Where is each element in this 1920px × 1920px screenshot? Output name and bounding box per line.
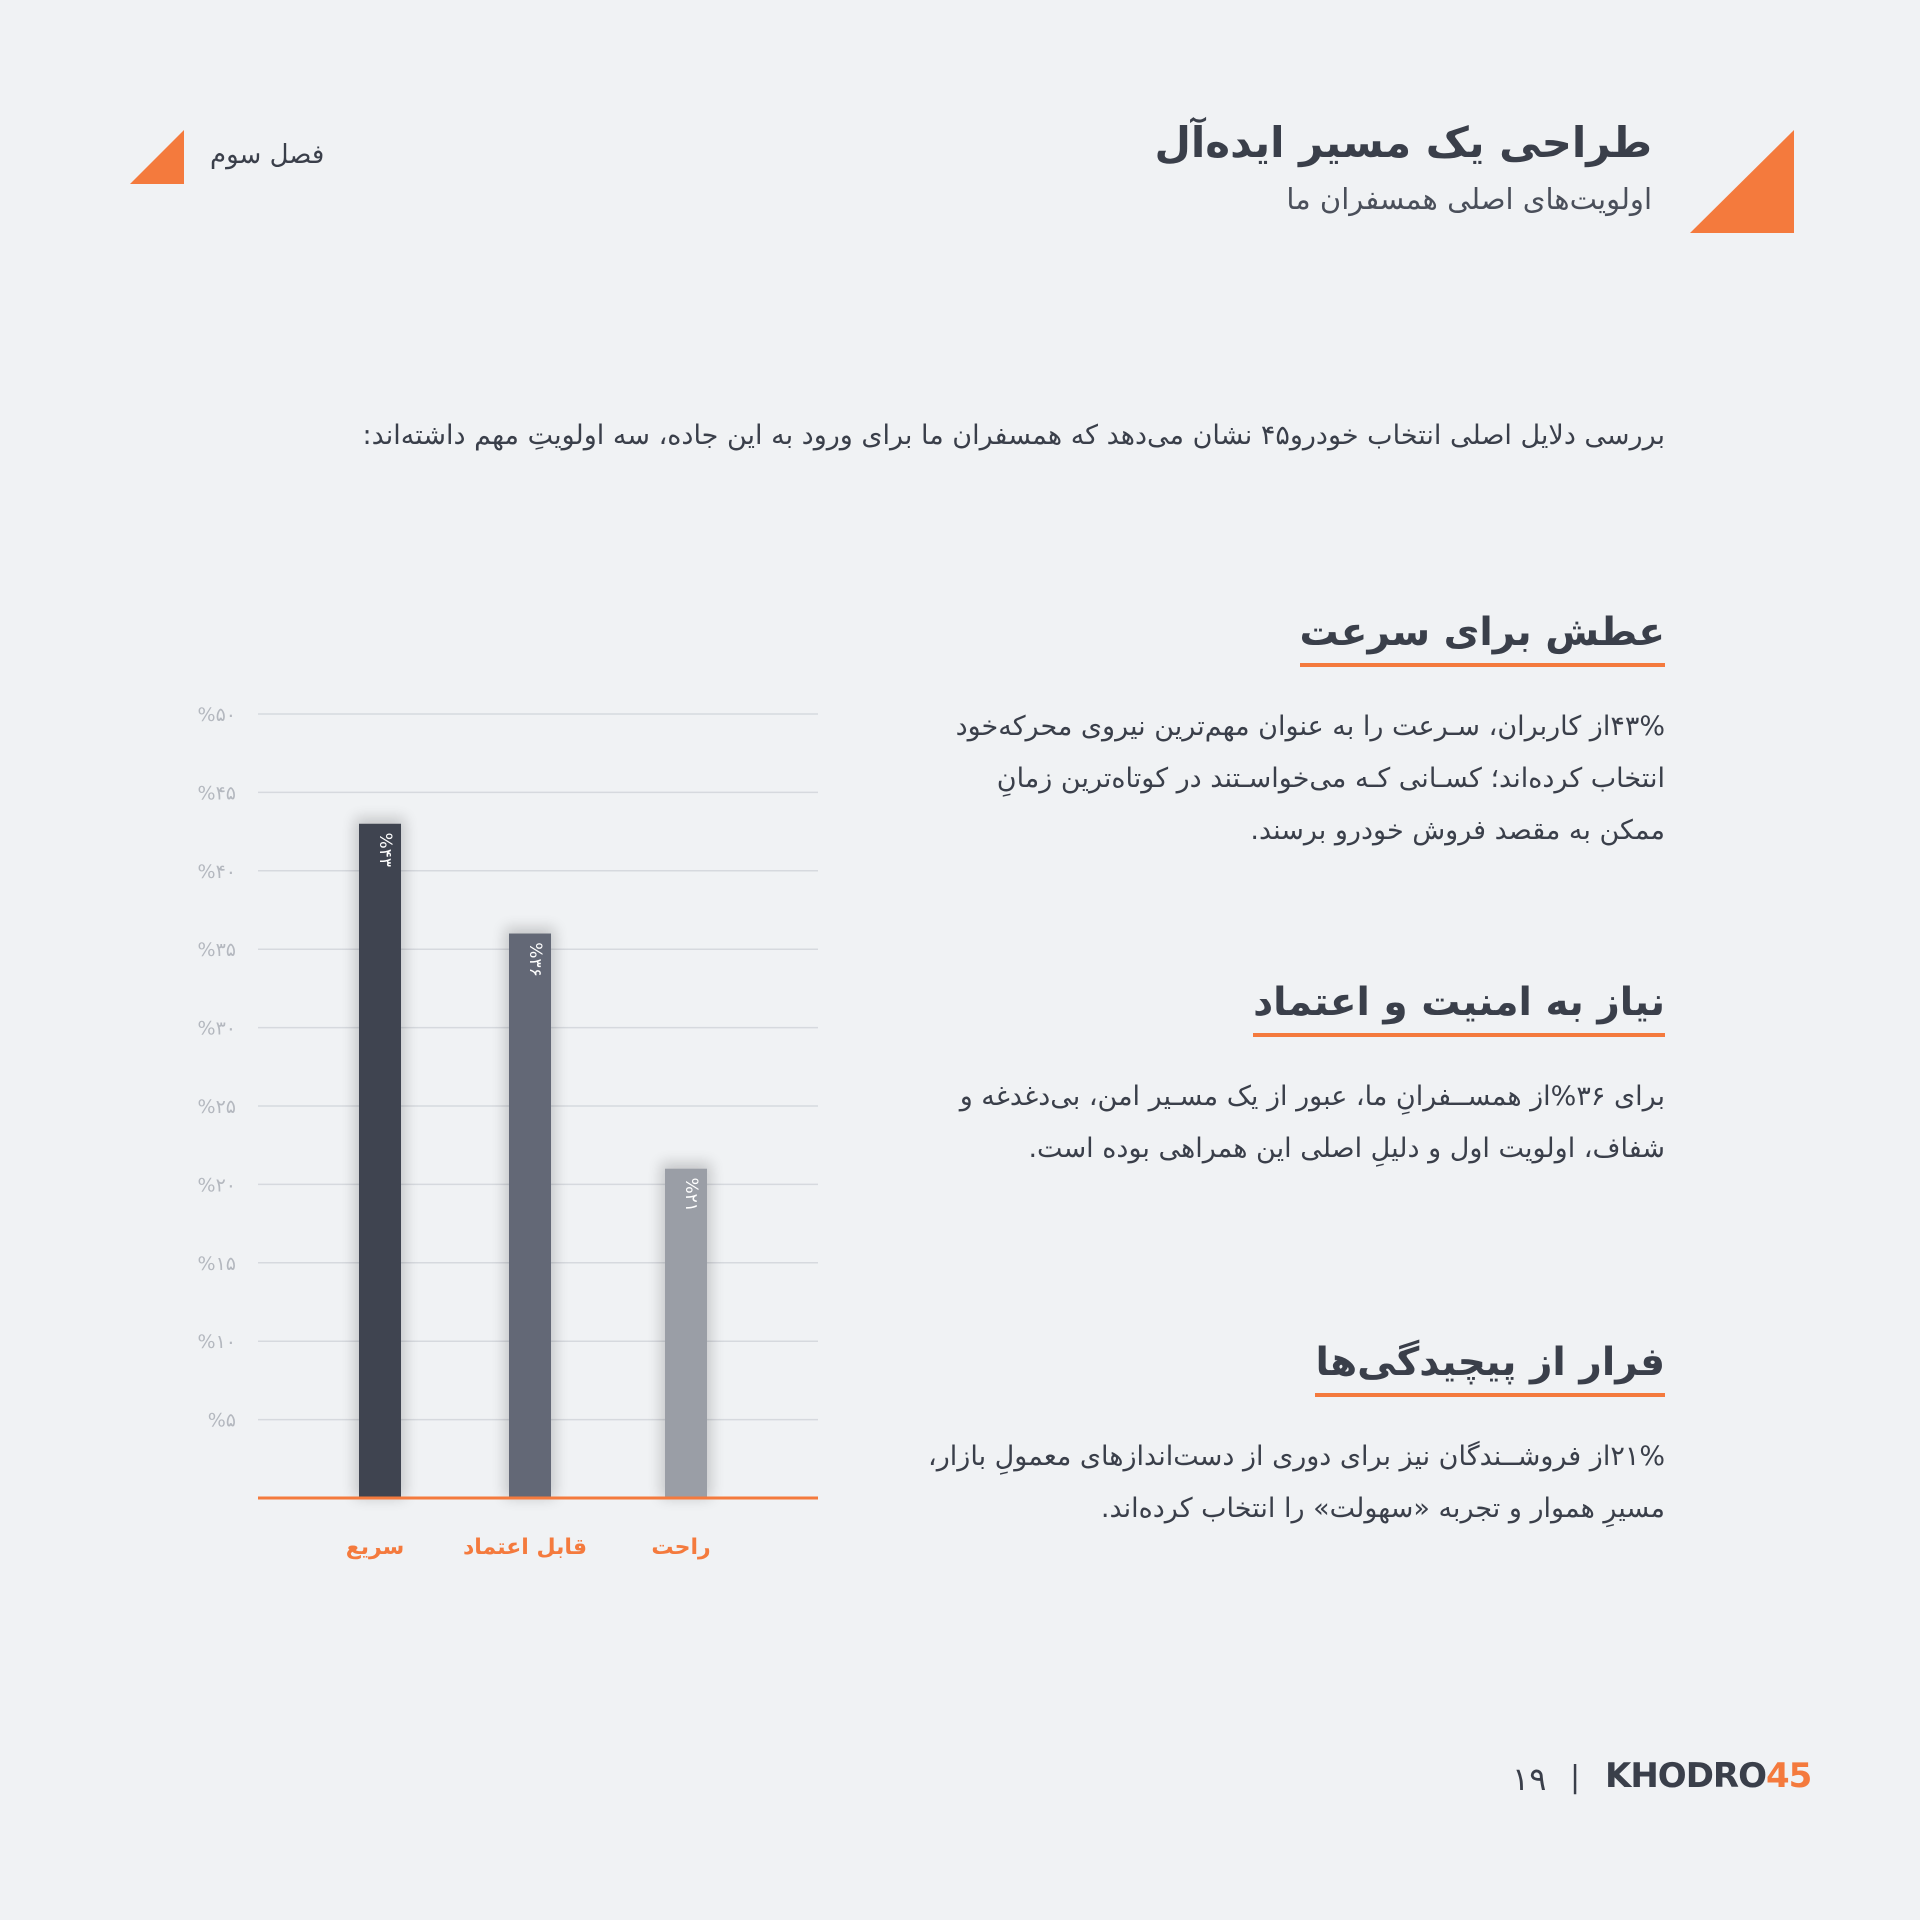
y-tick-label: %۴۰ bbox=[197, 860, 236, 883]
y-tick-label: %۲۰ bbox=[197, 1174, 236, 1197]
intro-text: بررسی دلایل اصلی انتخاب خودرو۴۵ نشان می‌دهد که همسفران ما برای ورود به این جاده، سه اولویتِ مهم داشته‌اند: bbox=[362, 420, 1665, 451]
y-tick-label: %۴۵ bbox=[197, 782, 236, 805]
section-body: ۴۳%از کاربران، سـرعت را به عنوان مهم‌ترین نیروی محرکه‌خود انتخاب کرده‌اند؛ کسـانی کـه می‌خواسـتند در کوتاه‌ترین زمانِ ممکن به مقصد فروش خودرو برسند. bbox=[955, 711, 1665, 846]
y-tick-label: %۱۰ bbox=[197, 1331, 236, 1354]
decorative-triangle-left bbox=[130, 130, 184, 184]
y-tick-label: %۵ bbox=[207, 1409, 236, 1432]
bar bbox=[665, 1169, 707, 1498]
y-tick-label: %۲۵ bbox=[197, 1096, 236, 1118]
x-category-label: سریع bbox=[345, 1535, 405, 1560]
decorative-triangle-right bbox=[1690, 130, 1794, 233]
x-category-label: قابل اعتماد bbox=[462, 1535, 588, 1560]
section-speed bbox=[925, 610, 1665, 857]
section-security bbox=[925, 980, 1665, 1175]
bar-value-label: %۳۶ bbox=[525, 942, 545, 977]
section-heading: فرار از پیچیدگی‌ها bbox=[1315, 1340, 1665, 1397]
section-body: برای ۳۶%از همســفرانِ ما، عبور از یک مسـیر امن، بی‌دغدغه و شفاف، اولویت اول و دلیلِ اصلی این همراهی بوده است. bbox=[959, 1081, 1665, 1164]
bar-chart bbox=[180, 680, 840, 1600]
page-title: طراحی یک مسیر ایده‌آل bbox=[1154, 118, 1652, 167]
y-tick-label: %۳۰ bbox=[197, 1017, 236, 1040]
x-category-label: راحت bbox=[651, 1535, 711, 1560]
footer-separator: | bbox=[1570, 1760, 1581, 1795]
bar bbox=[509, 934, 551, 1498]
brand-number: 45 bbox=[1766, 1756, 1812, 1796]
section-body: ۲۱%از فروشــندگان نیز برای دوری از دست‌اندازهای معمولِ بازار، مسیرِ هموار و تجربه «سهولت» را انتخاب کرده‌اند. bbox=[928, 1441, 1665, 1524]
section-ease bbox=[925, 1340, 1665, 1535]
y-tick-label: %۳۵ bbox=[197, 939, 236, 962]
brand-text: KHODRO bbox=[1605, 1756, 1767, 1796]
page-number: ۱۹ bbox=[1512, 1760, 1547, 1798]
chapter-label: فصل سوم bbox=[210, 140, 325, 170]
page-subtitle: اولویت‌های اصلی همسفران ما bbox=[1286, 182, 1652, 216]
bar-value-label: %۲۱ bbox=[681, 1177, 701, 1212]
y-tick-label: %۵۰ bbox=[197, 704, 236, 726]
bar-value-label: %۴۳ bbox=[375, 832, 395, 867]
bar bbox=[359, 824, 401, 1498]
section-heading: عطش برای سرعت bbox=[1300, 610, 1665, 667]
section-heading: نیاز به امنیت و اعتماد bbox=[1253, 980, 1665, 1037]
brand-logo bbox=[1605, 1756, 1811, 1796]
y-tick-label: %۱۵ bbox=[197, 1252, 236, 1275]
